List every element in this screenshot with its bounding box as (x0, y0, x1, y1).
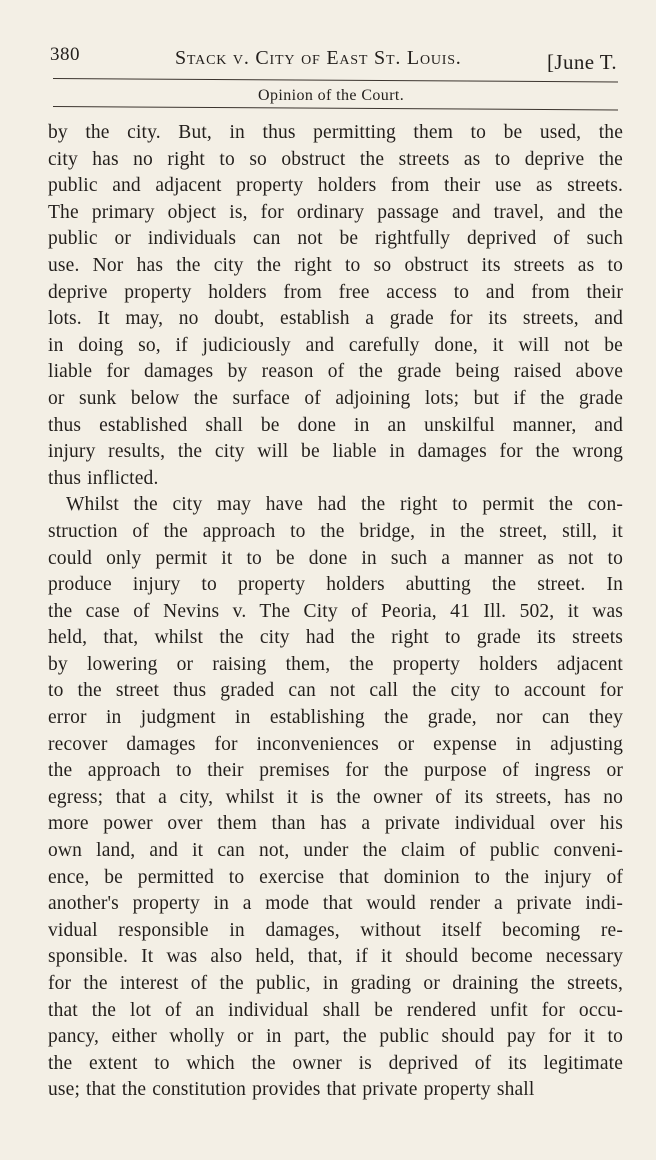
text-line: error in judgment in establishing the grade, nor can they (48, 707, 623, 729)
text-line: injury results, the city will be liable in damages for the wrong (48, 441, 623, 463)
text-line: to the street thus graded can not call the city to account for (48, 680, 623, 702)
text-line: egress; that a city, whilst it is the owner of its streets, has no (48, 786, 623, 808)
text-line: the case of Nevins v. The City of Peoria, 41 Ill. 502, it was (48, 600, 623, 622)
page-number: 380 (50, 44, 80, 65)
opinion-text (48, 120, 623, 1104)
text-line: the approach to their premises for the purpose of ingress or (48, 760, 623, 782)
header-rule-top (53, 78, 618, 82)
text-line: thus inflicted. (48, 467, 159, 489)
text-line: sponsible. It was also held, that, if it should become necessary (48, 946, 623, 968)
text-line: more power over them than has a private individual over his (48, 813, 623, 835)
text-line: Whilst the city may have had the right to permit the con- (66, 494, 623, 516)
text-line: by lowering or raising them, the property holders adjacent (48, 653, 623, 675)
paragraph-1 (48, 120, 623, 492)
term-label: [June T. (547, 50, 618, 74)
text-line: in doing so, if judiciously and carefully done, it will not be (48, 334, 623, 356)
paragraph-2 (48, 492, 623, 1104)
text-line: deprive property holders from free access to and from their (48, 281, 623, 303)
text-line: the extent to which the owner is deprived of its legitimate (48, 1052, 623, 1074)
text-line: that the lot of an individual shall be rendered unfit for occu- (48, 999, 623, 1021)
text-line: use. Nor has the city the right to so obstruct its streets as to (48, 254, 623, 276)
text-line: public and adjacent property holders from their use as streets. (48, 175, 623, 197)
text-line: pancy, either wholly or in part, the public should pay for it to (48, 1026, 623, 1048)
text-line: vidual responsible in damages, without itself becoming re- (48, 919, 623, 941)
text-line: liable for damages by reason of the grade being raised above (48, 361, 623, 383)
text-line: ence, be permitted to exercise that dominion to the injury of (48, 866, 623, 888)
text-line: for the interest of the public, in grading or draining the streets, (48, 973, 623, 994)
section-label: Opinion of the Court. (258, 87, 405, 104)
text-line: produce injury to property holders abutting the street. In (48, 574, 623, 596)
text-line: own land, and it can not, under the claim of public conveni- (48, 840, 623, 862)
text-line: city has no right to so obstruct the streets as to deprive the (48, 148, 623, 170)
header-rule-bottom (53, 106, 618, 110)
text-line: lots. It may, no doubt, establish a grade for its streets, and (48, 308, 623, 330)
text-line: recover damages for inconveniences or expense in adjusting (48, 733, 623, 755)
text-line: use; that the constitution provides that private property shall (48, 1079, 535, 1101)
text-line: could only permit it to be done in such a manner as not to (48, 547, 623, 569)
text-line: another's property in a mode that would render a private indi- (48, 893, 623, 915)
running-title: Stack v. City of East St. Louis. (175, 47, 462, 69)
text-line: held, that, whilst the city had the right to grade its streets (48, 627, 623, 649)
text-line: or sunk below the surface of adjoining lots; but if the grade (48, 387, 623, 409)
text-line: The primary object is, for ordinary passage and travel, and the (48, 201, 623, 223)
text-line: by the city. But, in thus permitting them to be used, the (48, 122, 623, 143)
text-line: public or individuals can not be rightfully deprived of such (48, 228, 623, 250)
text-line: thus established shall be done in an unskilful manner, and (48, 414, 623, 436)
text-line: struction of the approach to the bridge, in the street, still, it (48, 520, 623, 542)
